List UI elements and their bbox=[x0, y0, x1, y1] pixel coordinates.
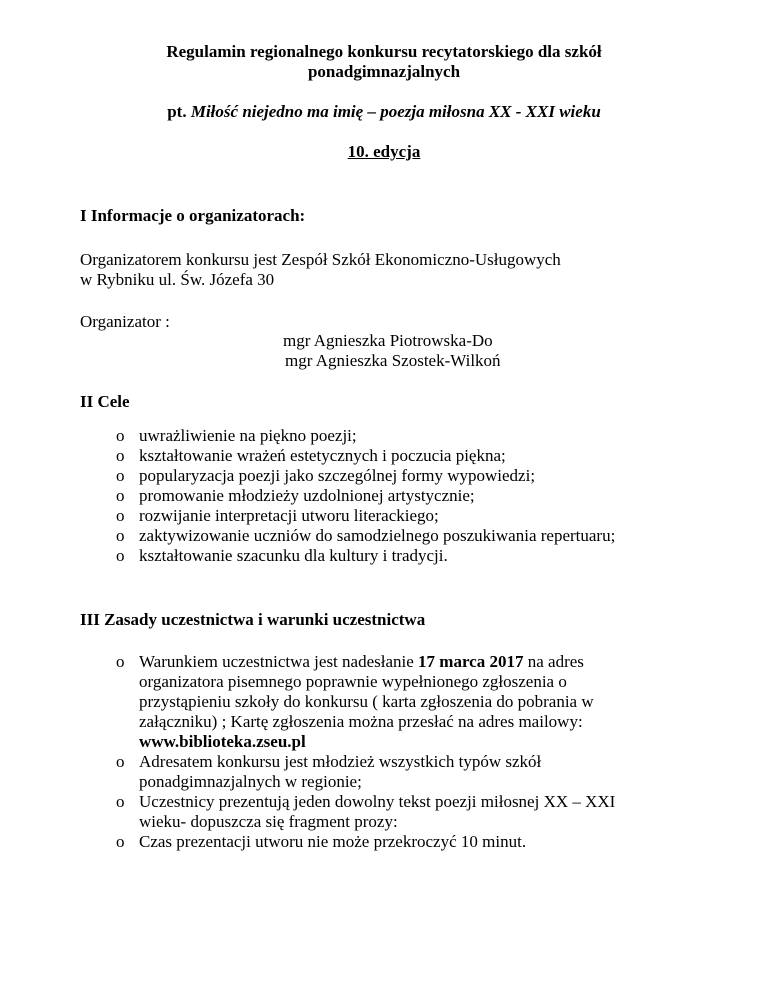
list-item-text: zaktywizowanie uczniów do samodzielnego poszukiwania repertuaru; bbox=[139, 526, 616, 545]
edition bbox=[0, 142, 768, 162]
list-item-text: załączniku) ; Kartę zgłoszenia można przesłać na adres mailowy: bbox=[139, 712, 583, 731]
list-item-text: promowanie młodzieży uzdolnionej artystycznie; bbox=[139, 486, 475, 505]
bullet-icon: o bbox=[116, 546, 125, 565]
list-item-text: ponadgimnazjalnych w regionie; bbox=[139, 772, 362, 791]
bullet-icon: o bbox=[116, 752, 125, 771]
document-subtitle bbox=[0, 102, 768, 122]
list-item-text: na adres bbox=[523, 652, 584, 671]
list-item-text: Adresatem konkursu jest młodzież wszystkich typów szkół bbox=[139, 752, 542, 771]
edition-label: 10. edycja bbox=[347, 142, 421, 161]
list-item-text: Warunkiem uczestnictwa jest nadesłanie bbox=[139, 652, 419, 671]
organizer-name: mgr Agnieszka Piotrowska-Do bbox=[283, 331, 493, 350]
section-1-paragraph-line-2: w Rybniku ul. Św. Józefa 30 bbox=[80, 270, 275, 289]
organizer-label: Organizator : bbox=[80, 312, 170, 331]
bullet-icon: o bbox=[116, 506, 125, 525]
document-title-line-1: Regulamin regionalnego konkursu recytatorskiego dla szkół bbox=[166, 42, 602, 61]
bullet-icon: o bbox=[116, 792, 125, 811]
list-item-text: kształtowanie wrażeń estetycznych i poczucia piękna; bbox=[139, 446, 506, 465]
deadline-date: 17 marca 2017 bbox=[418, 652, 524, 671]
list-item-line bbox=[139, 652, 584, 672]
list-item-text: popularyzacja poezji jako szczególnej formy wypowiedzi; bbox=[139, 466, 536, 485]
subtitle-prefix: pt. bbox=[167, 102, 191, 121]
list-item-text: rozwijanie interpretacji utworu literackiego; bbox=[139, 506, 439, 525]
bullet-icon: o bbox=[116, 652, 125, 671]
list-item-text: Uczestnicy prezentują jeden dowolny tekst poezji miłosnej XX – XXI bbox=[139, 792, 616, 811]
bullet-icon: o bbox=[116, 832, 125, 851]
website-link[interactable]: www.biblioteka.zseu.pl bbox=[139, 732, 306, 751]
bullet-icon: o bbox=[116, 486, 125, 505]
list-item-text: wieku- dopuszcza się fragment prozy: bbox=[139, 812, 398, 831]
section-1-heading: I Informacje o organizatorach: bbox=[80, 206, 306, 225]
list-item-text: kształtowanie szacunku dla kultury i tradycji. bbox=[139, 546, 448, 565]
document-title-line-2: ponadgimnazjalnych bbox=[307, 62, 461, 81]
section-2-heading: II Cele bbox=[80, 392, 130, 411]
organizer-name: mgr Agnieszka Szostek-Wilkoń bbox=[285, 351, 501, 370]
bullet-icon: o bbox=[116, 526, 125, 545]
list-item-text: Czas prezentacji utworu nie może przekroczyć 10 minut. bbox=[139, 832, 527, 851]
section-1-paragraph-line-1: Organizatorem konkursu jest Zespół Szkół Ekonomiczno-Usługowych bbox=[80, 250, 561, 269]
subtitle-title: Miłość niejedno ma imię – poezja miłosna XX - XXI wieku bbox=[190, 102, 601, 121]
list-item-text: organizatora pisemnego poprawnie wypełnionego zgłoszenia o bbox=[139, 672, 567, 691]
bullet-icon: o bbox=[116, 446, 125, 465]
list-item-text: przystąpieniu szkoły do konkursu ( karta zgłoszenia do pobrania w bbox=[139, 692, 594, 711]
list-item-text: uwrażliwienie na piękno poezji; bbox=[139, 426, 357, 445]
bullet-icon: o bbox=[116, 466, 125, 485]
bullet-icon: o bbox=[116, 426, 125, 445]
section-3-heading: III Zasady uczestnictwa i warunki uczestnictwa bbox=[80, 610, 426, 629]
